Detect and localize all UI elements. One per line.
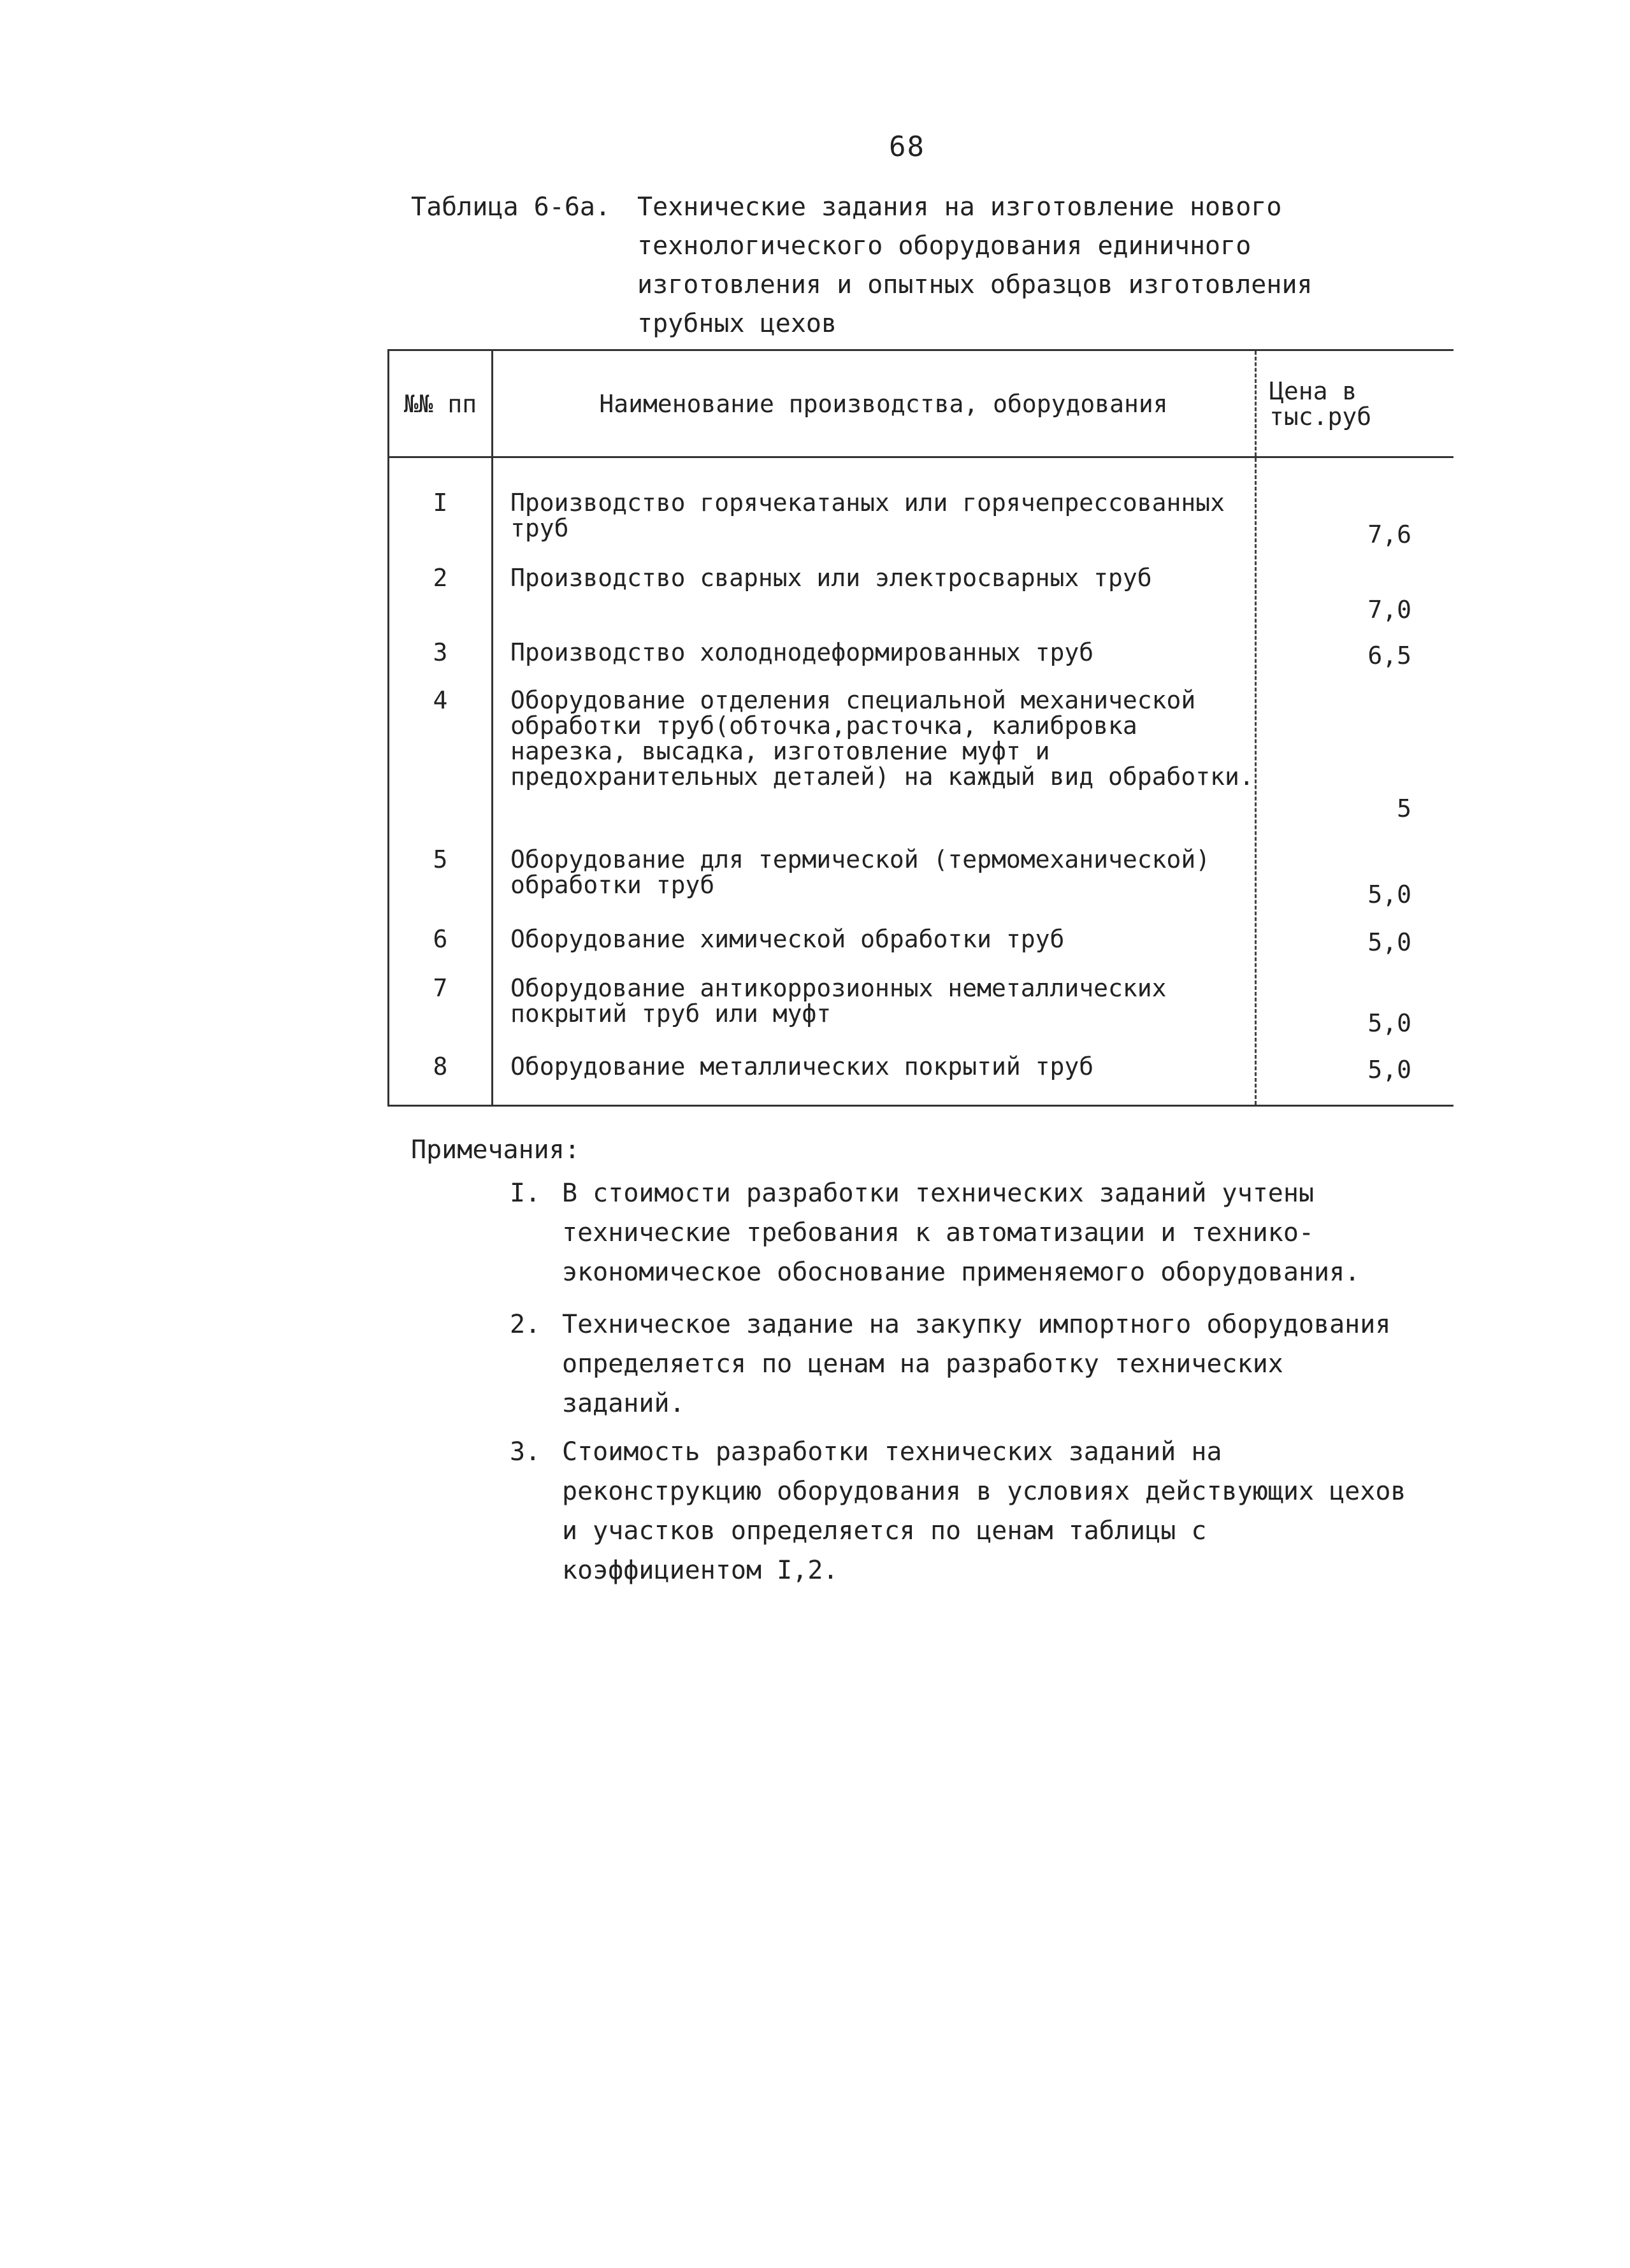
table-row bbox=[389, 490, 1453, 547]
row-number: 5 bbox=[433, 845, 448, 873]
note-number: I. bbox=[510, 1179, 541, 1208]
table-row bbox=[389, 565, 1453, 622]
table-row bbox=[389, 926, 1453, 955]
table-row bbox=[389, 640, 1453, 668]
table-row bbox=[389, 975, 1453, 1036]
note-number: 3. bbox=[510, 1437, 541, 1467]
row-price: 5,0 bbox=[1367, 1056, 1411, 1084]
row-price: 6,5 bbox=[1367, 642, 1411, 670]
row-name: Оборудование для термической (термомеханической) обработки труб bbox=[510, 845, 1211, 899]
table-caption-label: Таблица 6-6а. bbox=[411, 192, 611, 222]
note-text: Стоимость разработки технических заданий на реконструкцию оборудования в условиях действующих цехов и участков определяется по ценам таблицы с коэффициентом I,2. bbox=[562, 1437, 1406, 1585]
row-name: Производство сварных или электросварных труб bbox=[510, 564, 1152, 592]
row-number: 8 bbox=[433, 1052, 448, 1080]
row-price: 7,6 bbox=[1367, 520, 1411, 549]
row-name: Оборудование химической обработки труб bbox=[510, 925, 1065, 953]
note-text: Техническое задание на закупку импортного оборудования определяется по ценам на разработку технических заданий. bbox=[562, 1310, 1391, 1418]
table-row bbox=[389, 847, 1453, 907]
row-name: Производство горячекатаных или горячепрессованных труб bbox=[510, 489, 1225, 542]
row-name: Оборудование отделения специальной механической обработки труб(обточка,расточка, калибровка нарезка, высадка, изготовление муфт и предохранительных деталей) на каждый вид обработки. bbox=[510, 686, 1254, 791]
table-row bbox=[389, 1054, 1453, 1082]
row-name: Оборудование металлических покрытий труб bbox=[510, 1052, 1094, 1080]
row-price: 5,0 bbox=[1367, 1009, 1411, 1037]
table-caption-text: Технические задания на изготовление нового технологического оборудования единичного изготовления и опытных образцов изготовления трубных цехов bbox=[637, 192, 1313, 338]
page-number: 68 bbox=[889, 131, 925, 163]
notes-title: Примечания: bbox=[411, 1135, 580, 1165]
row-number: 7 bbox=[433, 974, 448, 1002]
table-header bbox=[389, 351, 1453, 458]
header-name: Наименование производства, оборудования bbox=[493, 351, 1257, 456]
header-number: №№ пп bbox=[389, 351, 493, 456]
row-price: 7,0 bbox=[1367, 596, 1411, 624]
note-number: 2. bbox=[510, 1310, 541, 1339]
row-name: Оборудование антикоррозионных неметаллических покрытий труб или муфт bbox=[510, 974, 1167, 1028]
row-number: 2 bbox=[433, 564, 448, 592]
row-name: Производство холоднодеформированных труб bbox=[510, 638, 1094, 666]
row-price: 5,0 bbox=[1367, 928, 1411, 956]
row-number: 6 bbox=[433, 925, 448, 953]
row-price: 5 bbox=[1397, 794, 1411, 822]
table-row bbox=[389, 687, 1453, 821]
row-number: I bbox=[433, 489, 448, 517]
header-price: Цена в тыс.руб bbox=[1269, 377, 1372, 431]
row-number: 3 bbox=[433, 638, 448, 666]
price-table bbox=[387, 349, 1453, 1107]
row-price: 5,0 bbox=[1367, 880, 1411, 908]
note-text: В стоимости разработки технических заданий учтены технические требования к автоматизации и технико-экономическое обоснование применяемого оборудования. bbox=[562, 1179, 1360, 1287]
row-number: 4 bbox=[433, 686, 448, 714]
table-body bbox=[389, 458, 1453, 1105]
